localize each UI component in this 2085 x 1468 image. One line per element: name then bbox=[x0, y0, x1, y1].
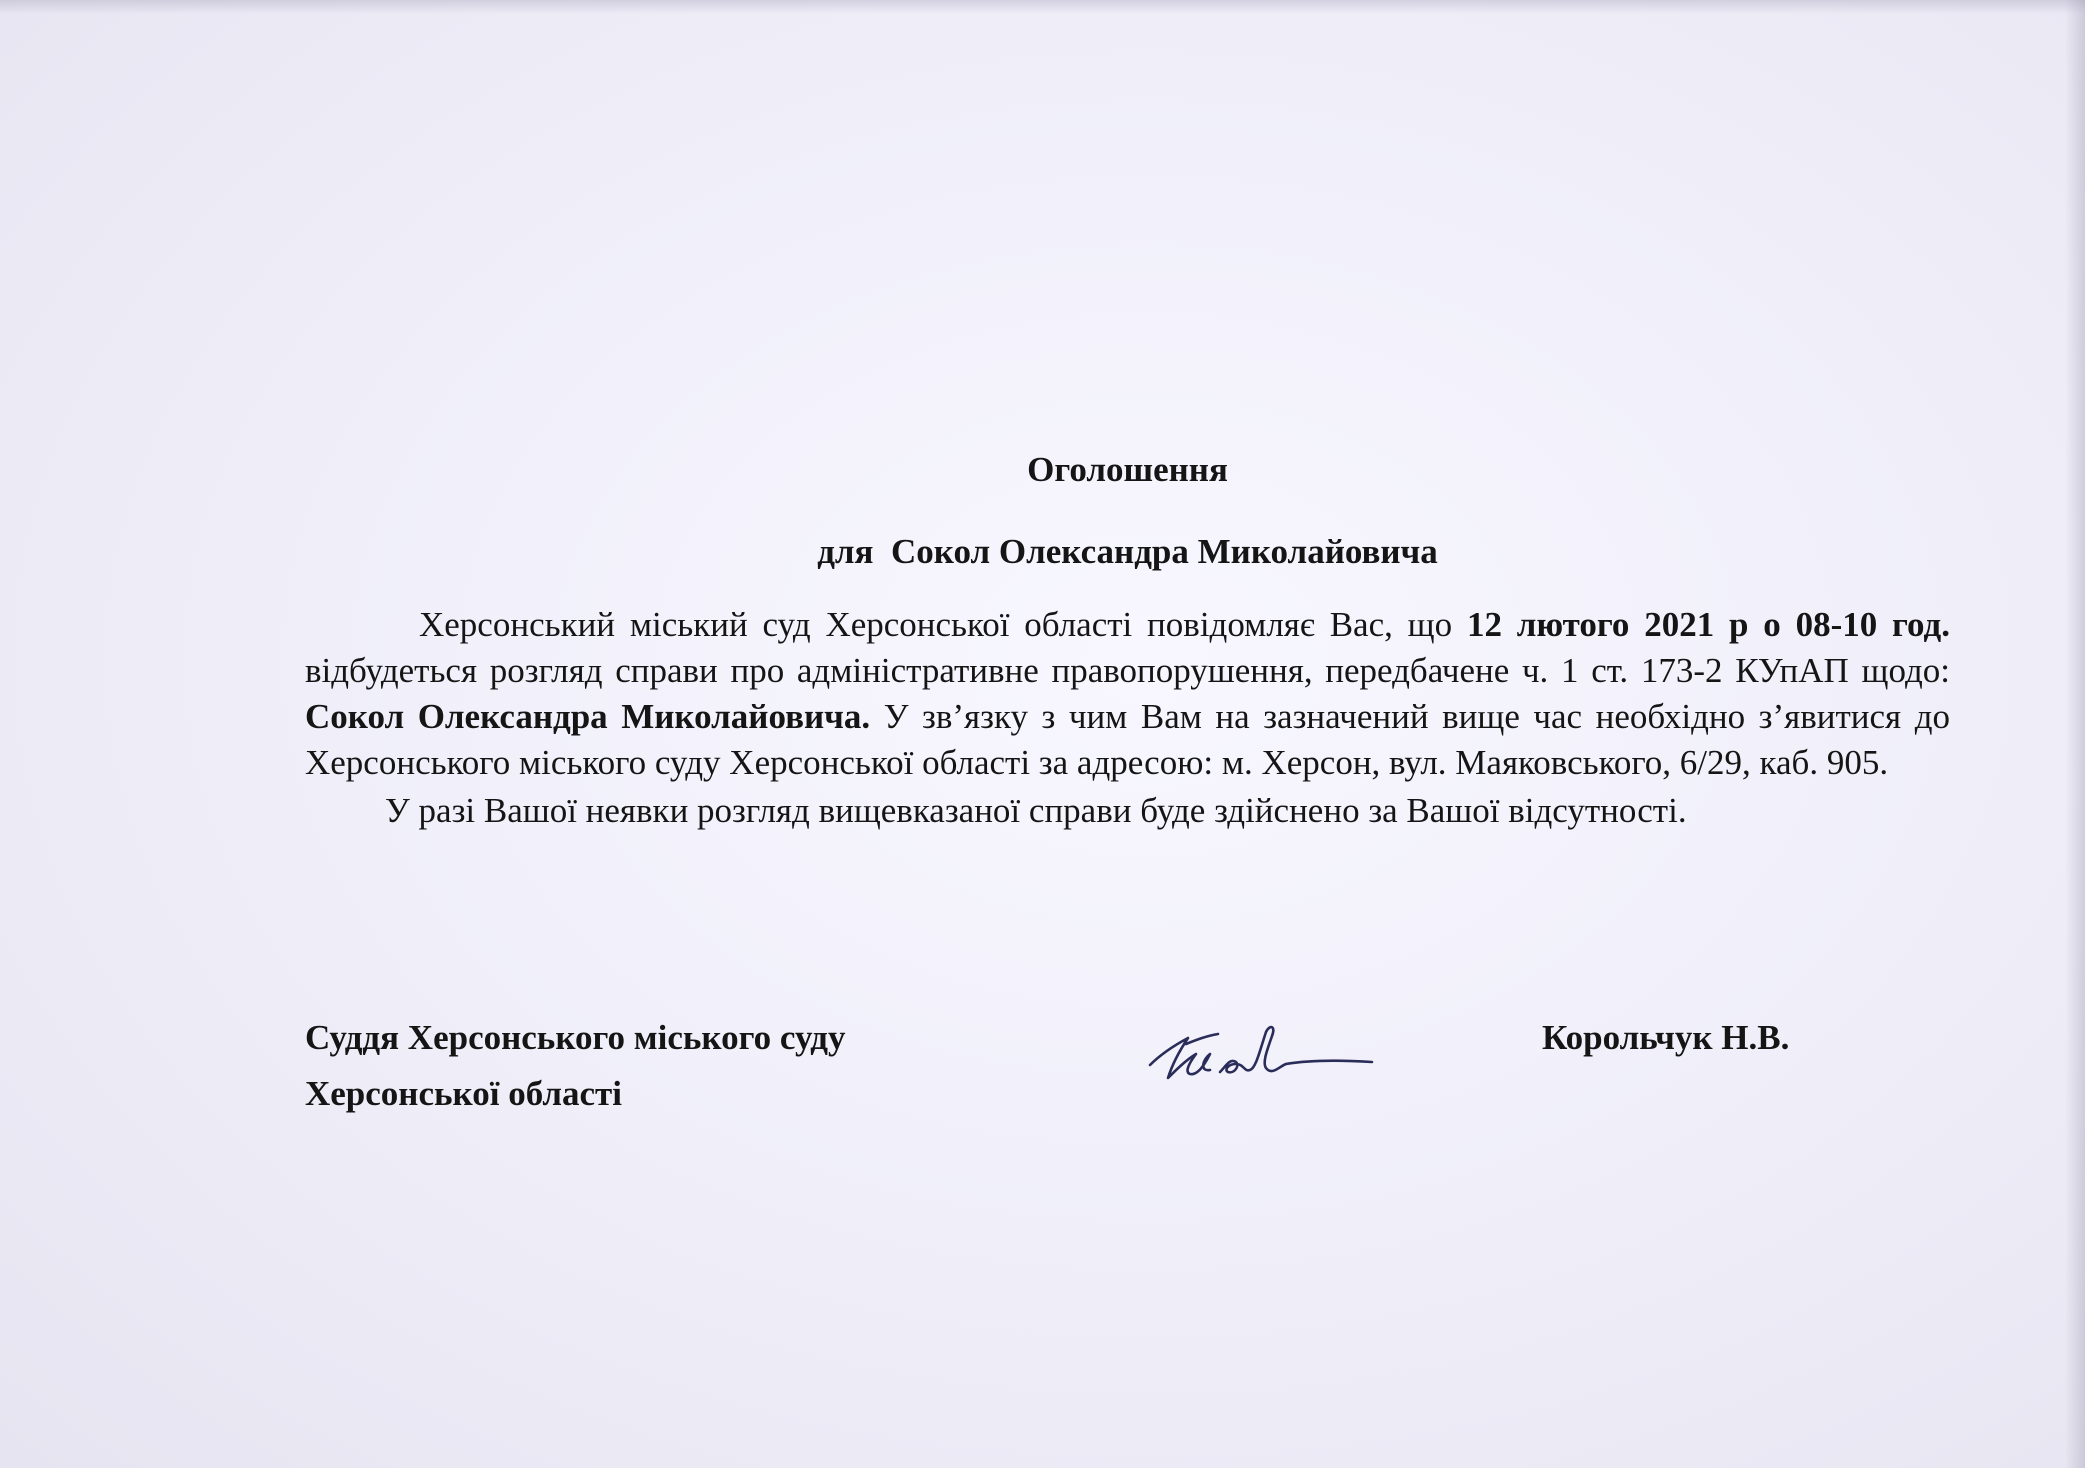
handwritten-signature-icon bbox=[1140, 1010, 1380, 1100]
p1-text-2: відбудеться розгляд справи про адміністративне правопорушення, передбачене ч. 1 ст. 173-2 КУпАП щодо: bbox=[305, 651, 1950, 690]
p1-text-3: У зв’язку з чим Вам на зазначений вище час необхідно з’явитися до Херсонського міського суду Херсонської області за адресою: м. Херсон, вул. Маяковського, 6/29, каб. 905. bbox=[305, 697, 1951, 782]
signature-block bbox=[305, 1010, 1950, 1130]
notice-content bbox=[305, 440, 1950, 836]
defendant-name: Сокол Олександра Миколайовича. bbox=[305, 697, 871, 736]
notice-paragraph-2: У разі Вашої неявки розгляд вищевказаної справи буде здійснено за Вашої відсутності. bbox=[385, 791, 1687, 830]
hearing-date: 12 лютого 2021 р о 08-10 год. bbox=[1466, 605, 1950, 644]
paper-top-shadow bbox=[0, 0, 2085, 14]
recipient-prefix: для bbox=[817, 532, 874, 571]
recipient-name: Сокол Олександра Миколайовича bbox=[890, 532, 1438, 571]
paper-edge-shadow bbox=[2065, 0, 2085, 1468]
p1-text-1: Херсонський міський суд Херсонської області повідомляє Вас, що bbox=[419, 605, 1467, 644]
judge-name: Корольчук Н.В. bbox=[1542, 1018, 1790, 1057]
notice-title: Оголошення bbox=[1027, 450, 1228, 489]
judge-position-line-1: Суддя Херсонського міського суду bbox=[305, 1018, 846, 1057]
judge-position-line-2: Херсонської області bbox=[305, 1074, 622, 1113]
judge-position bbox=[305, 1010, 845, 1122]
notice-recipient bbox=[305, 522, 1950, 582]
notice-paragraph-1 bbox=[305, 602, 1950, 786]
